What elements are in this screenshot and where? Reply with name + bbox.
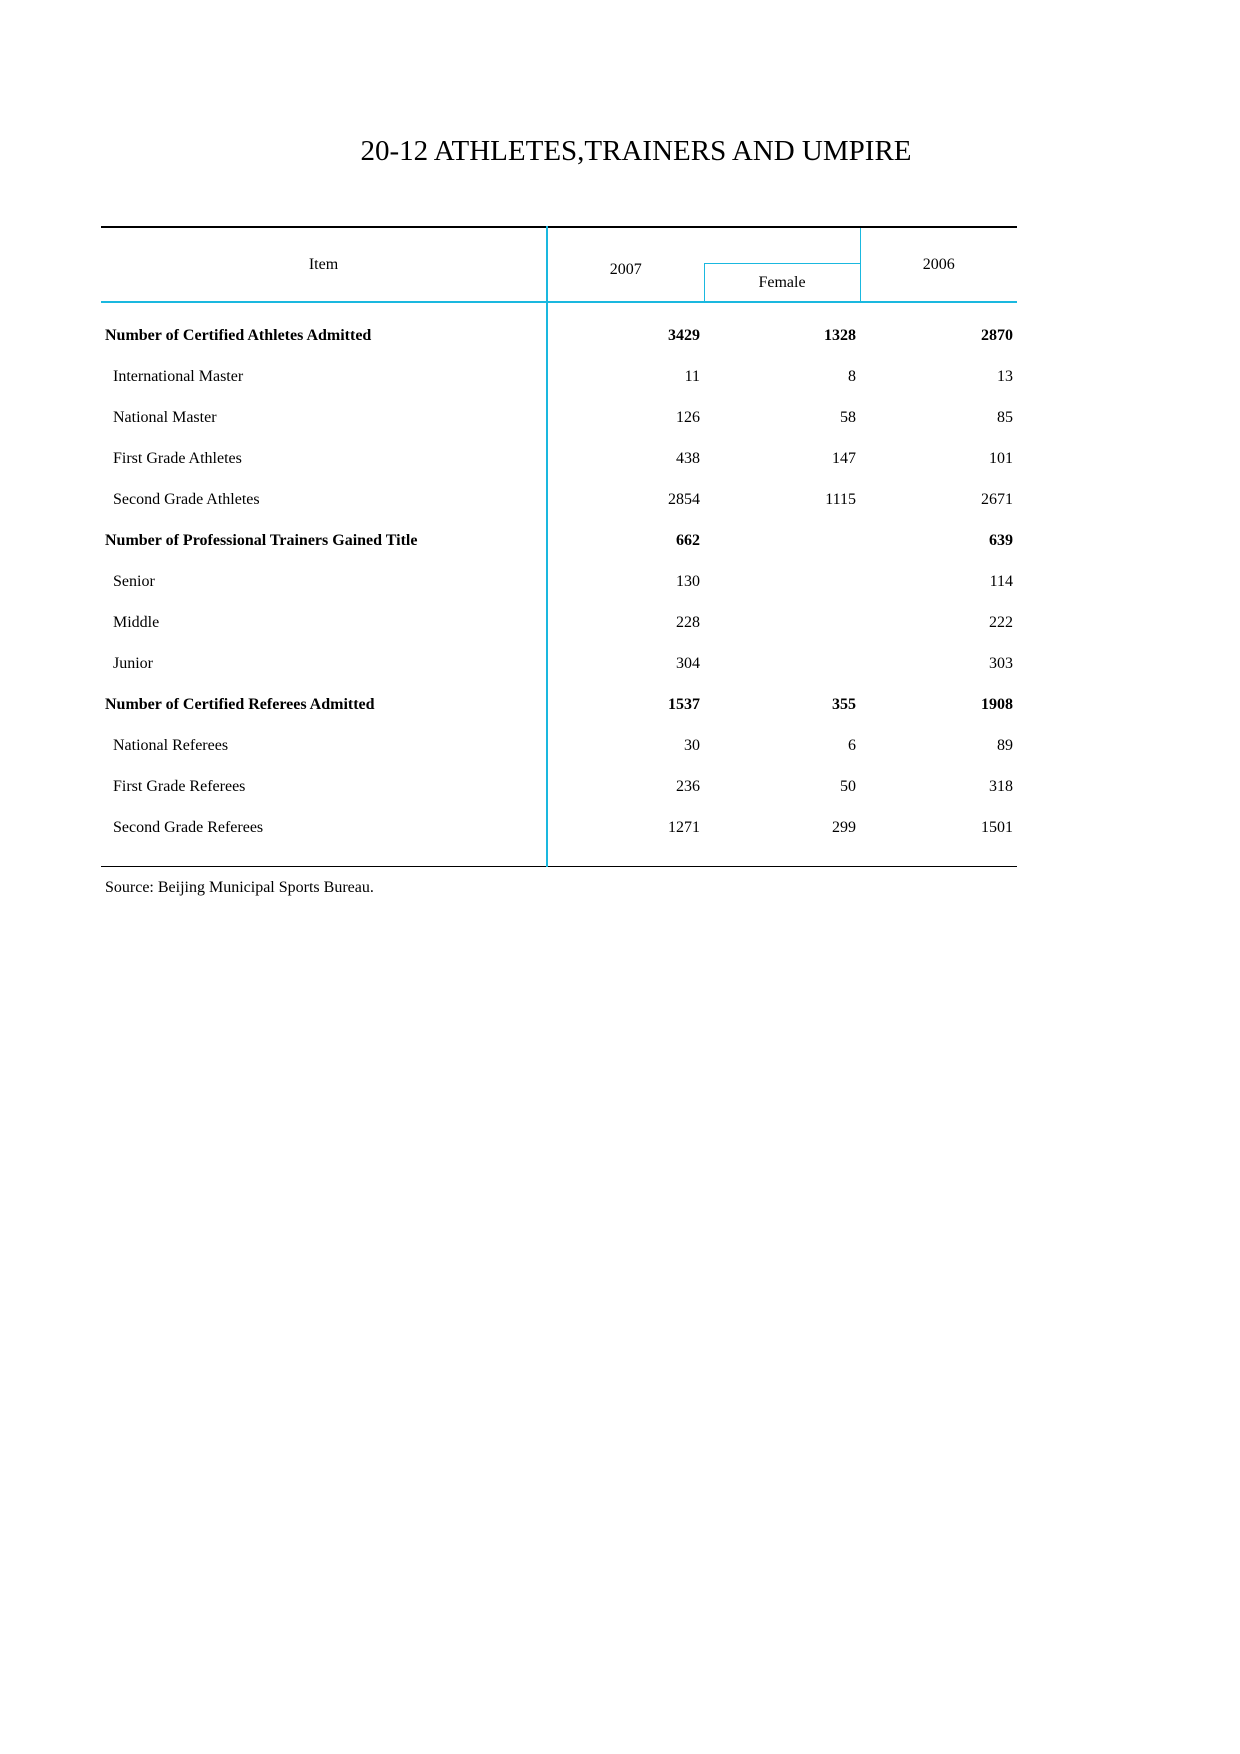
row-label: Second Grade Athletes — [101, 479, 547, 520]
statistics-table-container — [101, 226, 1017, 867]
value-2006: 1501 — [860, 807, 1017, 867]
value-2007: 11 — [684, 367, 700, 385]
value-female — [704, 520, 860, 561]
value-2007: 1271 — [547, 807, 704, 867]
table-body — [101, 302, 1017, 867]
value-female: 1115 — [825, 490, 856, 508]
table-header — [101, 227, 1017, 302]
value-2007: 438 — [676, 449, 700, 467]
row-label: Number of Professional Trainers Gained Title — [101, 520, 547, 561]
value-2007: 304 — [676, 654, 700, 672]
table-group-row — [101, 520, 1017, 561]
value-2007: 2854 — [668, 490, 700, 508]
row-label: National Master — [101, 397, 547, 438]
table-row — [101, 438, 1017, 479]
table-row — [101, 356, 1017, 397]
value-2006: 303 — [989, 654, 1013, 672]
header-item: Item — [101, 227, 547, 302]
table-row — [101, 643, 1017, 684]
table-row — [101, 397, 1017, 438]
row-label: Number of Certified Referees Admitted — [101, 684, 547, 725]
value-female — [704, 643, 860, 684]
value-female: 58 — [840, 408, 856, 426]
statistics-table — [101, 226, 1017, 867]
row-label: Number of Certified Athletes Admitted — [101, 302, 547, 356]
value-2007: 1537 — [668, 695, 700, 713]
value-2007: 228 — [676, 613, 700, 631]
value-2007: 30 — [684, 736, 700, 754]
value-2007: 236 — [676, 777, 700, 795]
value-2006: 318 — [989, 777, 1013, 795]
row-label: Senior — [101, 561, 547, 602]
table-group-row — [101, 302, 1017, 356]
value-2006: 1908 — [981, 695, 1013, 713]
table-row — [101, 561, 1017, 602]
value-female — [704, 561, 860, 602]
value-female — [704, 602, 860, 643]
value-female: 355 — [832, 695, 856, 713]
value-2006: 85 — [997, 408, 1013, 426]
header-year-2007: 2007 — [609, 261, 642, 279]
value-female: 8 — [848, 367, 856, 385]
row-label: National Referees — [101, 725, 547, 766]
table-row — [101, 807, 1017, 867]
value-2006: 114 — [989, 572, 1013, 590]
row-label: International Master — [101, 356, 547, 397]
header-year-2007-group — [547, 227, 860, 279]
value-female: 6 — [848, 736, 856, 754]
value-2007: 3429 — [668, 326, 700, 344]
value-2007: 130 — [676, 572, 700, 590]
row-label: Second Grade Referees — [101, 807, 547, 867]
table-row — [101, 725, 1017, 766]
value-2006: 13 — [997, 367, 1013, 385]
source-note: Source: Beijing Municipal Sports Bureau. — [105, 879, 374, 896]
value-2007: 662 — [676, 531, 700, 549]
value-female: 1328 — [824, 326, 856, 344]
value-female: 299 — [704, 807, 860, 867]
value-2006: 222 — [989, 613, 1013, 631]
row-label: First Grade Referees — [101, 766, 547, 807]
page-title: 20-12 ATHLETES,TRAINERS AND UMPIRE — [360, 135, 912, 167]
value-female: 50 — [840, 777, 856, 795]
value-2006: 639 — [989, 531, 1013, 549]
row-label: First Grade Athletes — [101, 438, 547, 479]
table-row — [101, 479, 1017, 520]
table-row — [101, 602, 1017, 643]
value-2006: 2671 — [981, 490, 1013, 508]
value-2007: 126 — [676, 408, 700, 426]
value-2006: 2870 — [981, 326, 1013, 344]
row-label: Middle — [101, 602, 547, 643]
header-year-2006: 2006 — [860, 227, 1017, 302]
value-2006: 89 — [997, 736, 1013, 754]
header-female: Female — [704, 264, 860, 302]
row-label: Junior — [101, 643, 547, 684]
value-2006: 101 — [989, 449, 1013, 467]
table-row — [101, 766, 1017, 807]
table-group-row — [101, 684, 1017, 725]
value-female: 147 — [832, 449, 856, 467]
